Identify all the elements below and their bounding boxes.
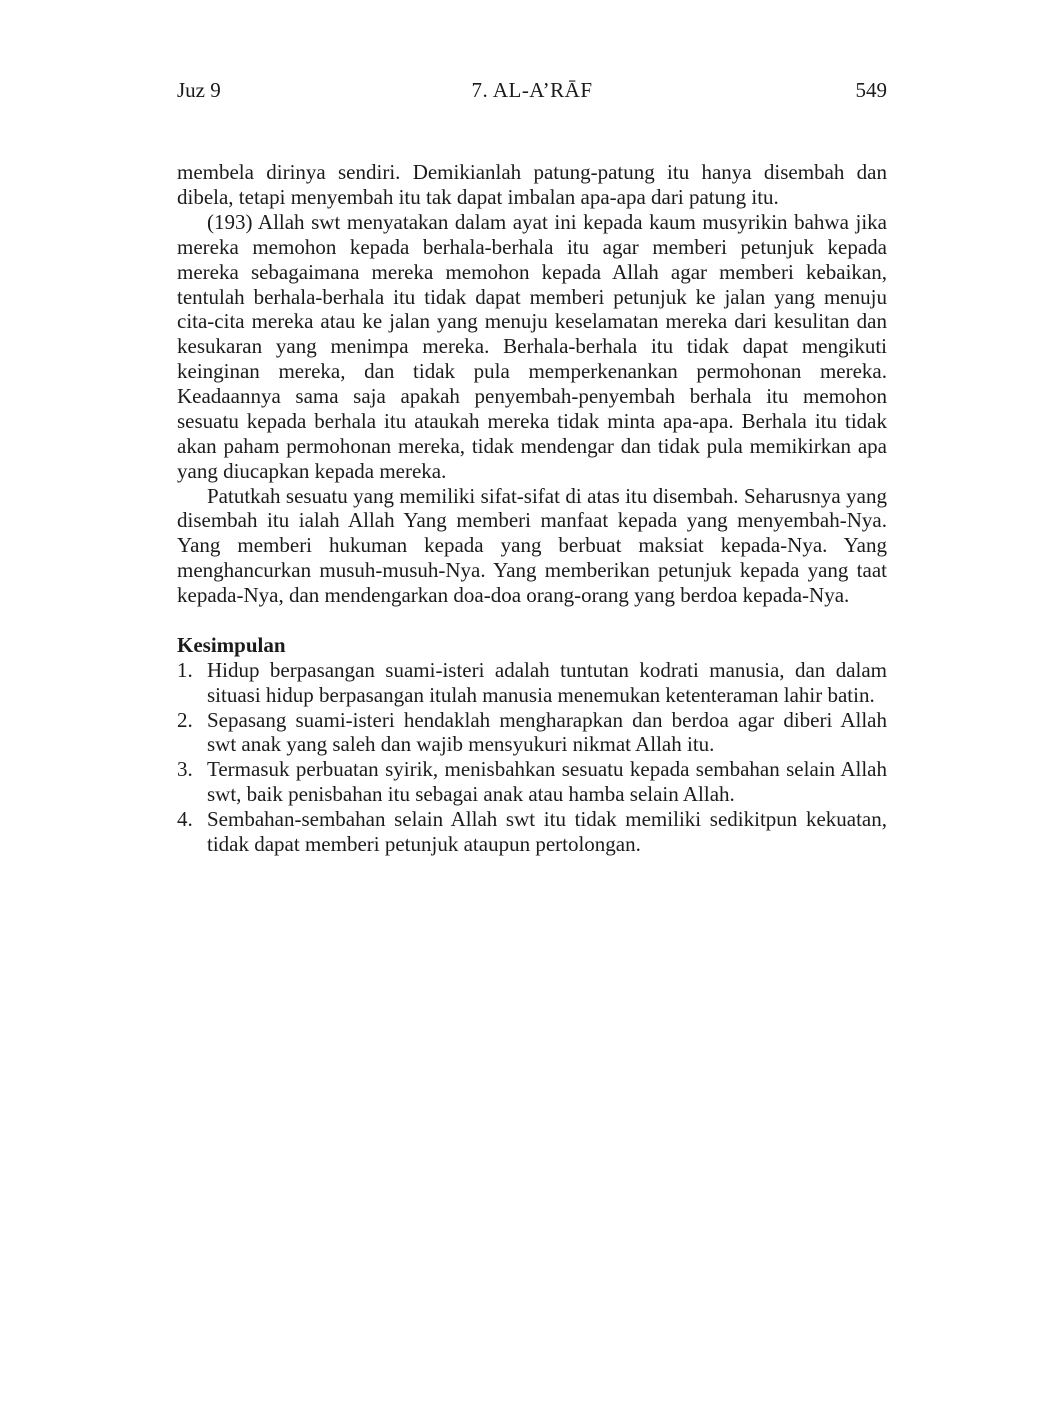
- list-text: Sembahan-sembahan selain Allah swt itu tidak memiliki sedikitpun kekuatan, tidak dapat memberi petunjuk ataupun pertolongan.: [207, 807, 887, 856]
- list-item: [177, 708, 887, 758]
- page-header: [177, 78, 887, 103]
- paragraph-verse-193: (193) Allah swt menyatakan dalam ayat ini kepada kaum musyrikin bahwa jika mereka memohon kepada berhala-berhala itu agar memberi petunjuk kepada mereka sebagaimana mereka memohon kepada Allah agar memberi kebaikan, tentulah berhala-berhala itu tidak dapat memberi petunjuk ke jalan yang menuju cita-cita mereka atau ke jalan yang menuju keselamatan mereka dari kesulitan dan kesukaran yang menimpa mereka. Berhala-berhala itu tidak dapat mengikuti keinginan mereka, dan tidak pula memperkenankan permohonan mereka. Keadaannya sama saja apakah penyembah-penyembah berhala itu memohon sesuatu kepada berhala itu ataukah mereka tidak minta apa-apa. Berhala itu tidak akan paham permohonan mereka, tidak mendengar dan tidak pula memikirkan apa yang diucapkan kepada mereka.: [177, 209, 887, 483]
- conclusion-list: [177, 658, 887, 857]
- list-text: Hidup berpasangan suami-isteri adalah tuntutan kodrati manusia, dan dalam situasi hidup berpasangan itulah manusia menemukan ketenteraman lahir batin.: [207, 657, 887, 707]
- list-number: 3.: [177, 757, 193, 782]
- list-item: [177, 757, 887, 807]
- list-item: [177, 807, 887, 857]
- conclusion-heading: Kesimpulan: [177, 632, 286, 657]
- page-number: 549: [855, 78, 887, 102]
- body-text: [177, 160, 887, 857]
- list-item: [177, 658, 887, 708]
- page-content: [177, 78, 887, 857]
- paragraph-continuation: membela dirinya sendiri. Demikianlah patung-patung itu hanya disembah dan dibela, tetapi menyembah itu tak dapat imbalan apa-apa dari patung itu.: [177, 160, 887, 210]
- list-number: 1.: [177, 657, 193, 682]
- juz-label: Juz 9: [177, 78, 221, 102]
- list-text: Termasuk perbuatan syirik, menisbahkan sesuatu kepada sembahan selain Allah swt, baik penisbahan itu sebagai anak atau hamba selain Allah.: [207, 757, 887, 807]
- surah-title: 7. AL-A’RĀF: [471, 78, 593, 102]
- list-number: 2.: [177, 707, 193, 732]
- list-number: 4.: [177, 807, 193, 832]
- paragraph-closing: Patutkah sesuatu yang memiliki sifat-sifat di atas itu disembah. Seharusnya yang disembah itu ialah Allah Yang memberi manfaat kepada yang menyembah-Nya. Yang memberi hukuman kepada yang berbuat maksiat kepada-Nya. Yang menghancurkan musuh-musuh-Nya. Yang memberikan petunjuk kepada yang taat kepada-Nya, dan mendengarkan doa-doa orang-orang yang berdoa kepada-Nya.: [177, 483, 887, 608]
- list-text: Sepasang suami-isteri hendaklah mengharapkan dan berdoa agar diberi Allah swt anak yang saleh dan wajib mensyukuri nikmat Allah itu.: [207, 707, 887, 757]
